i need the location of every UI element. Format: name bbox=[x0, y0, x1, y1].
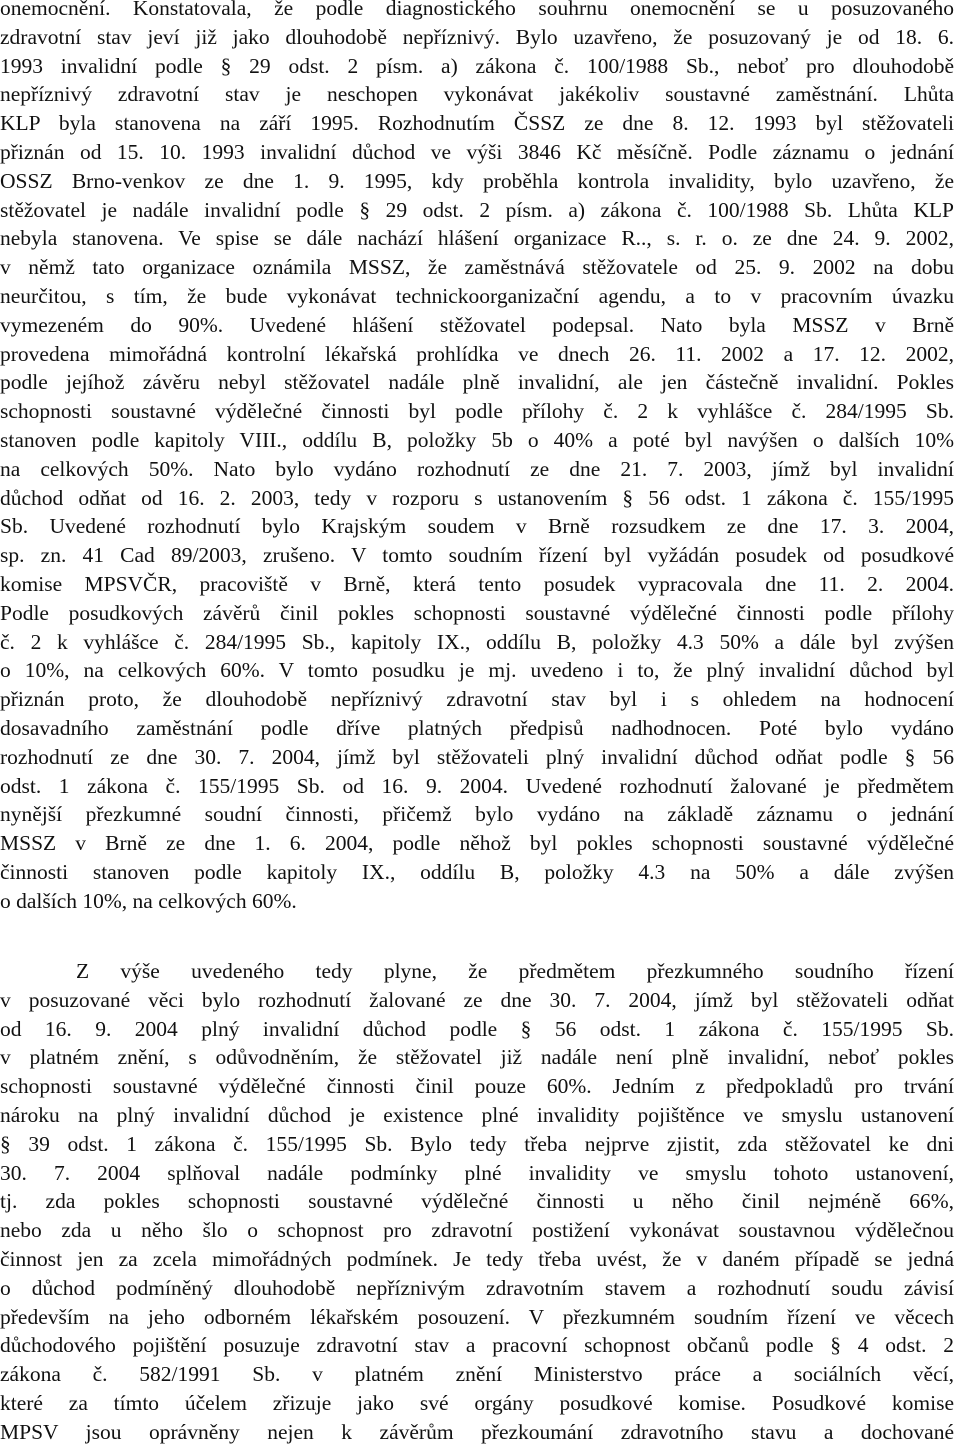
text-line: komise MPSVČR, pracoviště v Brně, která tento posudek vypracovala dne 11. 2. 2004. bbox=[0, 571, 954, 596]
text-line: nároku na plný invalidní důchod je existence plné invalidity pojištěnce ve smyslu ustanovení bbox=[0, 1102, 954, 1127]
text-line: na celkových 50%. Nato bylo vydáno rozhodnutí ze dne 21. 7. 2003, jímž byl invalidní bbox=[0, 456, 954, 481]
paragraph-2 bbox=[0, 957, 954, 1447]
text-line: rozhodnutí ze dne 30. 7. 2004, jímž byl stěžovateli plný invalidní důchod odňat podle § 56 bbox=[0, 744, 954, 769]
text-line: především na jeho odborném lékařském posouzení. V přezkumném soudním řízení ve věcech bbox=[0, 1304, 954, 1329]
text-line: dosavadního zaměstnání podle dříve platných předpisů nadhodnocen. Poté bylo vydáno bbox=[0, 715, 954, 740]
text-line: KLP byla stanovena na září 1995. Rozhodnutím ČSSZ ze dne 8. 12. 1993 byl stěžovateli bbox=[0, 111, 954, 136]
text-line: Sb. Uvedené rozhodnutí bylo Krajským soudem v Brně rozsudkem ze dne 17. 3. 2004, bbox=[0, 514, 954, 539]
text-line: onemocnění. Konstatovala, že podle diagnostického souhrnu onemocnění se u posuzovaného bbox=[0, 0, 954, 20]
text-line: v posuzované věci bylo rozhodnutí žalované ze dne 30. 7. 2004, jímž byl stěžovateli odňat bbox=[0, 987, 954, 1012]
text-line: o dalších 10%, na celkových 60%. bbox=[0, 888, 297, 913]
text-line: Podle posudkových závěrů činil pokles schopnosti soustavné výdělečné činnosti podle přílohy bbox=[0, 600, 954, 625]
text-line: 30. 7. 2004 splňoval nadále podmínky plné invalidity ve smyslu tohoto ustanovení, bbox=[0, 1160, 954, 1185]
text-line: vymezeném do 90%. Uvedené hlášení stěžovatel podepsal. Nato byla MSSZ v Brně bbox=[0, 312, 954, 337]
text-line: v němž tato organizace oznámila MSSZ, že zaměstnává stěžovatele od 25. 9. 2002 na dobu bbox=[0, 255, 954, 280]
text-line: MPSV jsou oprávněny nejen k závěrům přezkoumání zdravotního stavu a dochované bbox=[0, 1419, 954, 1444]
text-line: OSSZ Brno-venkov ze dne 1. 9. 1995, kdy proběhla kontrola invalidity, bylo uzavřeno, že bbox=[0, 168, 954, 193]
text-line: důchod odňat od 16. 2. 2003, tedy v rozporu s ustanovením § 56 odst. 1 zákona č. 155/1995 bbox=[0, 485, 954, 510]
text-line: provedena mimořádná kontrolní lékařská prohlídka ve dnech 26. 11. 2002 a 17. 12. 2002, bbox=[0, 341, 954, 366]
text-line: nebyla stanovena. Ve spise se dále nachází hlášení organizace R.., s. r. o. ze dne 24. 9. 2002, bbox=[0, 226, 954, 251]
text-line: zákona č. 582/1991 Sb. v platném znění Ministerstvo práce a sociálních věcí, bbox=[0, 1362, 954, 1387]
text-line: nynější přezkumné soudní činnosti, přičemž bylo vydáno na základě záznamu o jednání bbox=[0, 802, 954, 827]
text-line: neurčitou, s tím, že bude vykonávat technickoorganizační agendu, a to v pracovním úvazku bbox=[0, 283, 954, 308]
text-line: činnost jen za zcela mimořádných podmínek. Je tedy třeba uvést, že v daném případě se jedná bbox=[0, 1246, 954, 1271]
text-line: č. 2 k vyhlášce č. 284/1995 Sb., kapitoly IX., oddílu B, položky 4.3 50% a dále byl zvýšen bbox=[0, 629, 954, 654]
text-line: nepříznivý zdravotní stav je neschopen vykonávat jakékoliv soustavné zaměstnání. Lhůta bbox=[0, 82, 954, 107]
text-line: zdravotní stav jeví již jako dlouhodobě nepříznivý. Bylo uzavřeno, že posuzovaný je od 18. 6. bbox=[0, 24, 954, 49]
text-line: nebo zda u něho šlo o schopnost pro zdravotní postižení vykonávat soustavnou výdělečnou bbox=[0, 1218, 954, 1243]
text-line: Z výše uvedeného tedy plyne, že předmětem přezkumného soudního řízení bbox=[76, 959, 954, 983]
text-line: důchodového pojištění posuzuje zdravotní stav a pracovní schopnost občanů podle § 4 odst. 2 bbox=[0, 1333, 954, 1358]
text-line: od 16. 9. 2004 plný invalidní důchod podle § 56 odst. 1 zákona č. 155/1995 Sb. bbox=[0, 1016, 954, 1041]
text-line: o důchod podmíněný dlouhodobě nepříznivým zdravotním stavem a rozhodnutí soudu závisí bbox=[0, 1275, 954, 1300]
text-line: § 39 odst. 1 zákona č. 155/1995 Sb. Bylo tedy třeba nejprve zjistit, zda stěžovatel ke dni bbox=[0, 1131, 954, 1156]
text-line: které za tímto účelem zřizuje jako své orgány posudkové komise. Posudkové komise bbox=[0, 1390, 954, 1415]
text-line: o 10%, na celkových 60%. V tomto posudku je mj. uvedeno i to, že plný invalidní důchod byl bbox=[0, 658, 954, 683]
text-line: schopnosti soustavné výdělečné činnosti byl podle přílohy č. 2 k vyhlášce č. 284/1995 Sb. bbox=[0, 399, 954, 424]
text-line: MSSZ v Brně ze dne 1. 6. 2004, podle něhož byl pokles schopnosti soustavné výdělečné bbox=[0, 831, 954, 856]
text-line: přiznán od 15. 10. 1993 invalidní důchod ve výši 3846 Kč měsíčně. Podle záznamu o jednání bbox=[0, 139, 954, 164]
text-line: činnosti stanoven podle kapitoly IX., oddílu B, položky 4.3 na 50% a dále zvýšen bbox=[0, 859, 954, 884]
text-line: tj. zda pokles schopnosti soustavné výdělečné činnosti u něho činil nejméně 66%, bbox=[0, 1189, 954, 1214]
text-line: schopnosti soustavné výdělečné činnosti činil pouze 60%. Jedním z předpokladů pro trvání bbox=[0, 1074, 954, 1099]
text-line: 1993 invalidní podle § 29 odst. 2 písm. a) zákona č. 100/1988 Sb., neboť pro dlouhodobě bbox=[0, 53, 954, 78]
text-line: stanoven podle kapitoly VIII., oddílu B, položky 5b o 40% a poté byl navýšen o dalších 10% bbox=[0, 427, 954, 452]
text-line: stěžovatel je nadále invalidní podle § 29 odst. 2 písm. a) zákona č. 100/1988 Sb. Lhůta KLP bbox=[0, 197, 954, 222]
text-line: přiznán proto, že dlouhodobě nepříznivý zdravotní stav byl i s ohledem na hodnocení bbox=[0, 687, 954, 712]
text-line: podle jejíhož závěru nebyl stěžovatel nadále plně invalidní, ale jen částečně invalidní. Pokles bbox=[0, 370, 954, 395]
text-line: sp. zn. 41 Cad 89/2003, zrušeno. V tomto soudním řízení byl vyžádán posudek od posudkové bbox=[0, 543, 954, 568]
text-line: v platném znění, s odůvodněním, že stěžovatel již nadále není plně invalidní, neboť pokles bbox=[0, 1045, 954, 1070]
text-line: odst. 1 zákona č. 155/1995 Sb. od 16. 9. 2004. Uvedené rozhodnutí žalované je předmětem bbox=[0, 773, 954, 798]
